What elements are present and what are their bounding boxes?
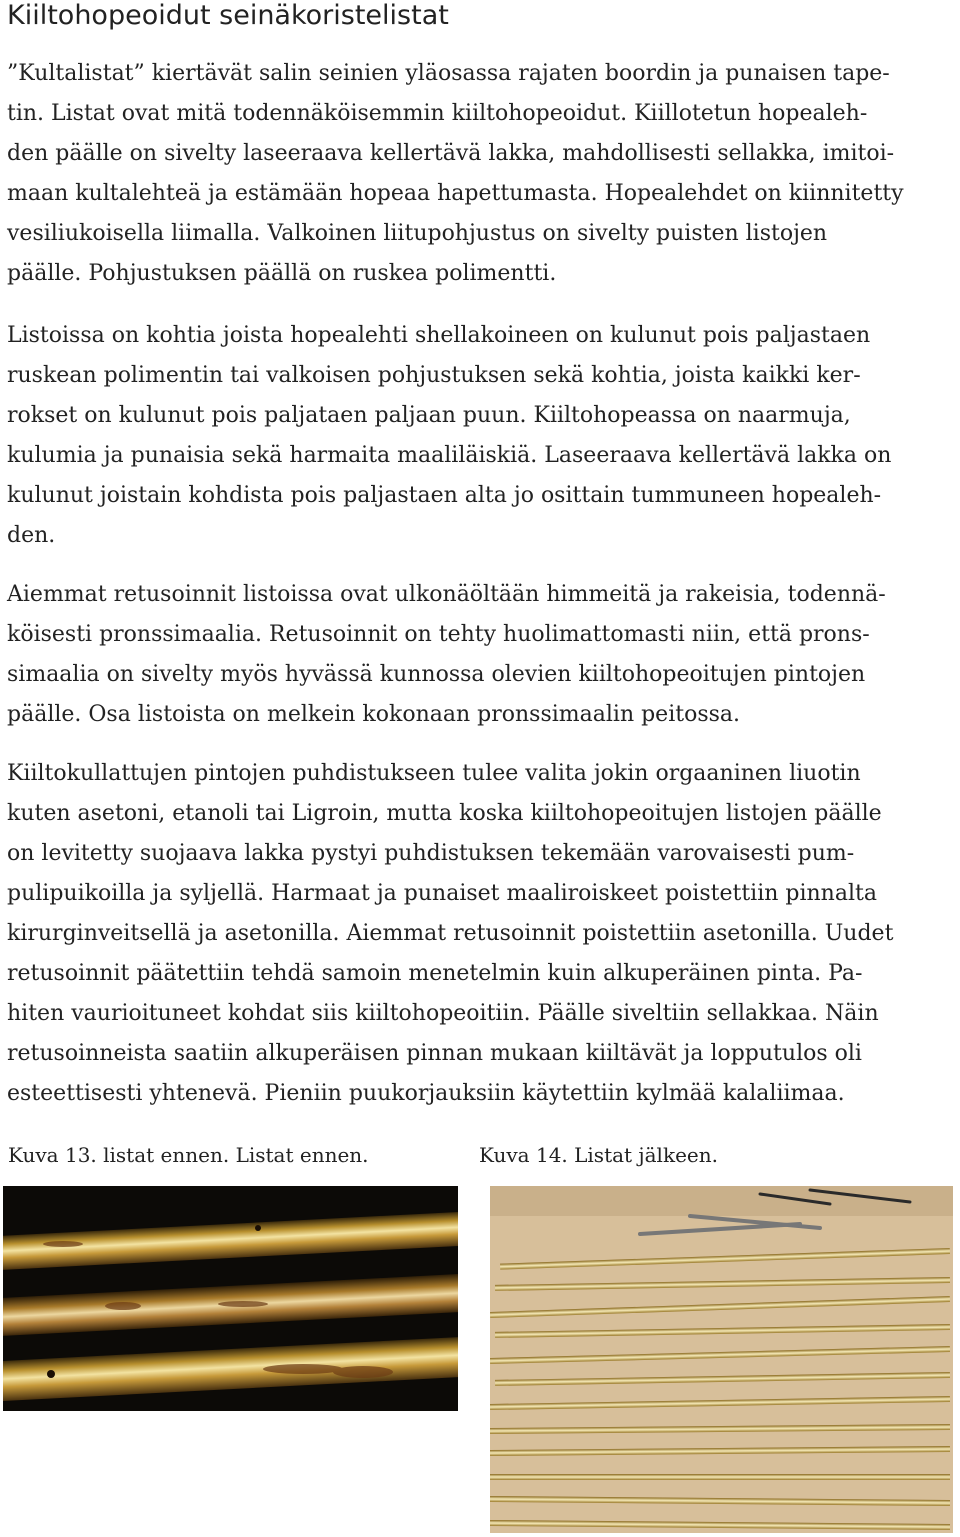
text-line: kuten asetoni, etanoli tai Ligroin, mutta koska kiiltohopeoitujen listojen päälle: [7, 801, 882, 826]
text-line: rokset on kulunut pois paljataen paljaan puun. Kiiltohopeassa on naarmuja,: [7, 403, 851, 428]
text-line: Listoissa on kohtia joista hopealehti shellakoineen on kulunut pois paljastaen: [7, 323, 871, 348]
text-line: kulunut joistain kohdista pois paljastaen alta jo osittain tummuneen hopealeh-: [7, 483, 882, 508]
text-line: den.: [7, 523, 56, 548]
text-line: retusoinnit päätettiin tehdä samoin menetelmin kuin alkuperäinen pinta. Pa-: [7, 961, 863, 986]
text-line: simaalia on sivelty myös hyvässä kunnossa olevien kiiltohopeoitujen pintojen: [7, 662, 866, 687]
text-line: kirurginveitsellä ja asetonilla. Aiemmat retusoinnit poistettiin asetonilla. Uudet: [7, 921, 894, 946]
paragraph-2: [7, 316, 952, 556]
photo-after: [490, 1186, 953, 1533]
text-line: hiten vaurioituneet kohdat siis kiiltohopeoitiin. Päälle siveltiin sellakkaa. Näin: [7, 1001, 879, 1026]
text-line: esteettisesti yhtenevä. Pieniin puukorjauksiin käytettiin kylmää kalaliimaa.: [7, 1081, 845, 1106]
text-line: Aiemmat retusoinnit listoissa ovat ulkonäöltään himmeitä ja rakeisia, todennä-: [7, 582, 886, 607]
text-line: kulumia ja punaisia sekä harmaita maaliläiskiä. Laseeraava kellertävä lakka on: [7, 443, 892, 468]
text-line: den päälle on sivelty laseeraava kellertävä lakka, mahdollisesti sellakka, imitoi-: [7, 141, 895, 166]
text-line: retusoinneista saatiin alkuperäisen pinnan mukaan kiiltävät ja lopputulos oli: [7, 1041, 862, 1066]
text-line: vesiliukoisella liimalla. Valkoinen liitupohjustus on sivelty puisten listojen: [7, 221, 828, 246]
caption-after: Kuva 14. Listat jälkeen.: [479, 1143, 718, 1167]
text-line: köisesti pronssimaalia. Retusoinnit on tehty huolimattomasti niin, että prons-: [7, 622, 870, 647]
paragraph-4: [7, 754, 952, 1114]
photo-before: [3, 1186, 458, 1411]
paragraph-3: [7, 575, 952, 735]
text-line: pulipuikoilla ja syljellä. Harmaat ja punaiset maaliroiskeet poistettiin pinnalta: [7, 881, 877, 906]
page-title: Kiiltohopeoidut seinäkoristelistat: [7, 0, 449, 31]
caption-before: Kuva 13. listat ennen. Listat ennen.: [8, 1143, 369, 1167]
text-line: Kiiltokullattujen pintojen puhdistukseen tulee valita jokin orgaaninen liuotin: [7, 761, 861, 786]
paragraph-1: [7, 54, 952, 294]
text-line: päälle. Pohjustuksen päällä on ruskea polimentti.: [7, 261, 557, 286]
text-line: tin. Listat ovat mitä todennäköisemmin kiiltohopeoidut. Kiillotetun hopealeh-: [7, 101, 868, 126]
text-line: ruskean polimentin tai valkoisen pohjustuksen sekä kohtia, joista kaikki ker-: [7, 363, 861, 388]
text-line: ”Kultalistat” kiertävät salin seinien yläosassa rajaten boordin ja punaisen tape-: [7, 61, 890, 86]
text-line: on levitetty suojaava lakka pystyi puhdistuksen tekemään varovaisesti pum-: [7, 841, 855, 866]
text-line: maan kultalehteä ja estämään hopeaa hapettumasta. Hopealehdet on kiinnitetty: [7, 181, 904, 206]
text-line: päälle. Osa listoista on melkein kokonaan pronssimaalin peitossa.: [7, 702, 741, 727]
